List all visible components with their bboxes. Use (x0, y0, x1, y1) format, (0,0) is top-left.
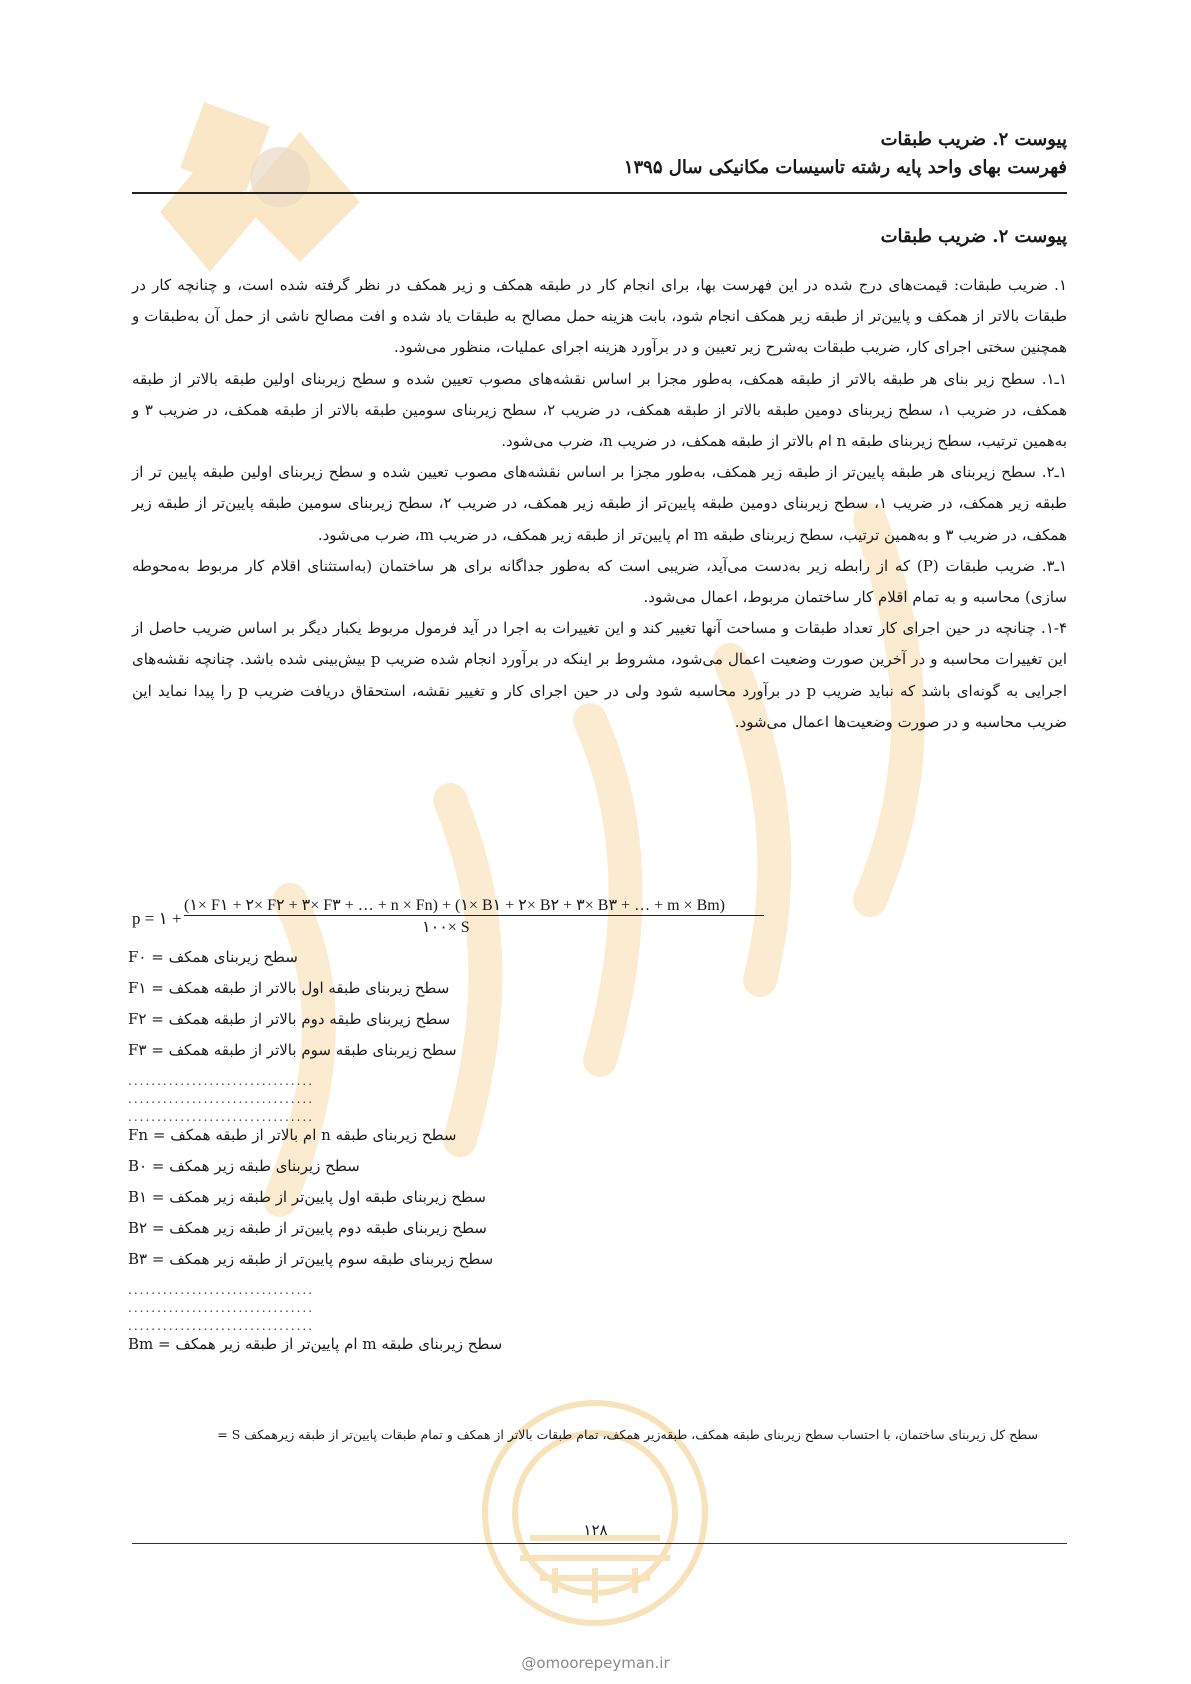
paragraph-1-3: ۱ـ۳. ضریب طبقات (P) که از رابطه زیر به‌دست می‌آید، ضریبی است که به‌طور جداگانه برای هر ساختمان (به‌استثنای اقلام کار مربوط به‌محوطه سازی) محاسبه و به تمام اقلام کار ساختمان مربوط، اعمال می‌شود. (132, 556, 1067, 607)
definition-item: F۳ = سطح زیربنای طبقه سوم بالاتر از طبقه همکف (128, 1041, 457, 1059)
page-header (132, 126, 1067, 182)
ellipsis-row: ................................ (128, 1283, 315, 1297)
definition-item: F۰ = سطح زیربنای همکف (128, 948, 298, 966)
website-watermark: @omoorepeyman.ir (521, 1654, 670, 1672)
s-definition-symbol: S = (217, 1427, 241, 1442)
ellipsis-row: ................................ (128, 1092, 315, 1106)
page-number: ۱۲۸ (583, 1521, 608, 1539)
paragraph-1: ۱. ضریب طبقات: قیمت‌های درج شده در این فهرست بها، برای انجام کار در طبقه همکف و زیر همکف در نظر گرفته شده است، و چنانچه کار در طبقات بالاتر از همکف و پایین‌تر از طبقه زیر همکف انجام شود، بابت هزینه حمل مصالح به طبقات یاد شده و افت مصالح ناشی از حمل آن به‌طبقات و همچنین سختی اجرای کار، ضریب طبقات به‌شرح زیر تعیین و در برآورد هزینه اجرای عملیات، منظور می‌شود. (132, 276, 1067, 357)
paragraph-1-4: ۱-۴. چنانچه در حین اجرای کار تعداد طبقات و مساحت آنها تغییر کند و این تغییرات به اجرا در آید فرمول مربوط یکبار دیگر بر اساس ضریب حاصل از این تغییرات محاسبه و در آخرین صورت وضعیت اعمال می‌شود، مشروط بر اینکه در برآورد انجام شده ضریب p بیش‌بینی شده باشد. چنانچه نقشه‌های اجرایی به گونه‌ای باشد که نباید ضریب p در برآورد محاسبه شود ولی در حین اجرای کار و تغییر نقشه، استحقاق دریافت ضریب p را پیدا نماید این ضریب محاسبه و در صورت وضعیت‌ها اعمال می‌شود. (132, 619, 1068, 731)
ellipsis-row: ................................ (128, 1319, 315, 1333)
ellipsis-row: ................................ (128, 1074, 315, 1088)
definition-item: F۱ = سطح زیربنای طبقه اول بالاتر از طبقه همکف (128, 979, 450, 997)
definition-item: Fn = سطح زیربنای طبقه n ام بالاتر از طبقه همکف (128, 1126, 457, 1144)
floor-coefficient-formula (132, 895, 812, 945)
section-title: پیوست ۲. ضریب طبقات (880, 226, 1067, 247)
paragraph-1-2: ۱ـ۲. سطح زیربنای هر طبقه پایین‌تر از طبقه زیر همکف، به‌طور مجزا بر اساس نقشه‌های مصوب تعیین شده و سطح زیربنای اولین طبقه پایین تر از طبقه زیر همکف، در ضریب ۱، سطح زیربنای دومین طبقه پایین‌تر از طبقه زیر همکف، در ضریب ۲، سطح زیربنای سومین طبقه پایین‌تر از طبقه زیر همکف، در ضریب ۳ و به‌همین ترتیب، سطح زیربنای طبقه m ام پایین‌تر از طبقه زیر همکف، در ضریب m، ضرب می‌شود. (132, 463, 1067, 544)
paragraph-1-1: ۱ـ۱. سطح زیر بنای هر طبقه بالاتر از طبقه همکف، به‌طور مجزا بر اساس نقشه‌های مصوب تعیین شده و سطح زیربنای اولین طبقه بالاتر از طبقه همکف، در ضریب ۱، سطح زیربنای دومین طبقه بالاتر از طبقه همکف، در ضریب ۲، سطح زیربنای سومین طبقه بالاتر از طبقه همکف، در ضریب ۳ و به‌همین ترتیب، سطح زیربنای طبقه n ام بالاتر از طبقه همکف، در ضریب n، ضرب می‌شود. (132, 369, 1068, 451)
ellipsis-row: ................................ (128, 1301, 315, 1315)
body-text (132, 270, 1067, 738)
formula-numerator: (۱× F۱ + ۲× F۲ + ۳× F۳ + … + n × Fn) + (۱× B۱ + ۲× B۲ + ۳× B۳ + … + m × Bm) (184, 897, 726, 914)
s-definition-text: سطح کل زیربنای ساختمان، با احتساب سطح زیربنای طبقه همکف، طبقه‌زیر همکف، تمام طبقات بالاتر از همکف و تمام طبقات پایین‌تر از طبقه زیرهمکف (244, 1427, 1038, 1442)
definition-item: F۲ = سطح زیربنای طبقه دوم بالاتر از طبقه همکف (128, 1010, 451, 1028)
appendix-title: پیوست ۲. ضریب طبقات (880, 129, 1067, 150)
ellipsis-row: ................................ (128, 1110, 315, 1124)
fraction-bar (184, 915, 764, 916)
definition-item: Bm = سطح زیربنای طبقه m ام پایین‌تر از طبقه زیر همکف (128, 1335, 503, 1353)
s-definition (128, 1427, 1038, 1442)
definition-item: B۰ = سطح زیربنای طبقه زیر همکف (128, 1157, 360, 1175)
watermark-seal (460, 1388, 730, 1638)
formula-lhs: p = ۱ + (132, 909, 182, 928)
header-divider (132, 192, 1067, 194)
formula-denominator: ۱۰۰× S (422, 919, 470, 936)
definition-item: B۳ = سطح زیربنای طبقه سوم پایین‌تر از طبقه زیر همکف (128, 1250, 494, 1268)
document-title: فهرست بهای واحد پایه رشته تاسیسات مکانیکی سال ۱۳۹۵ (623, 157, 1067, 178)
definitions-list (128, 948, 828, 1366)
definition-item: B۱ = سطح زیربنای طبقه اول پایین‌تر از طبقه زیر همکف (128, 1188, 486, 1206)
footer-divider (132, 1543, 1067, 1544)
definition-item: B۲ = سطح زیربنای طبقه دوم پایین‌تر از طبقه زیر همکف (128, 1219, 487, 1237)
